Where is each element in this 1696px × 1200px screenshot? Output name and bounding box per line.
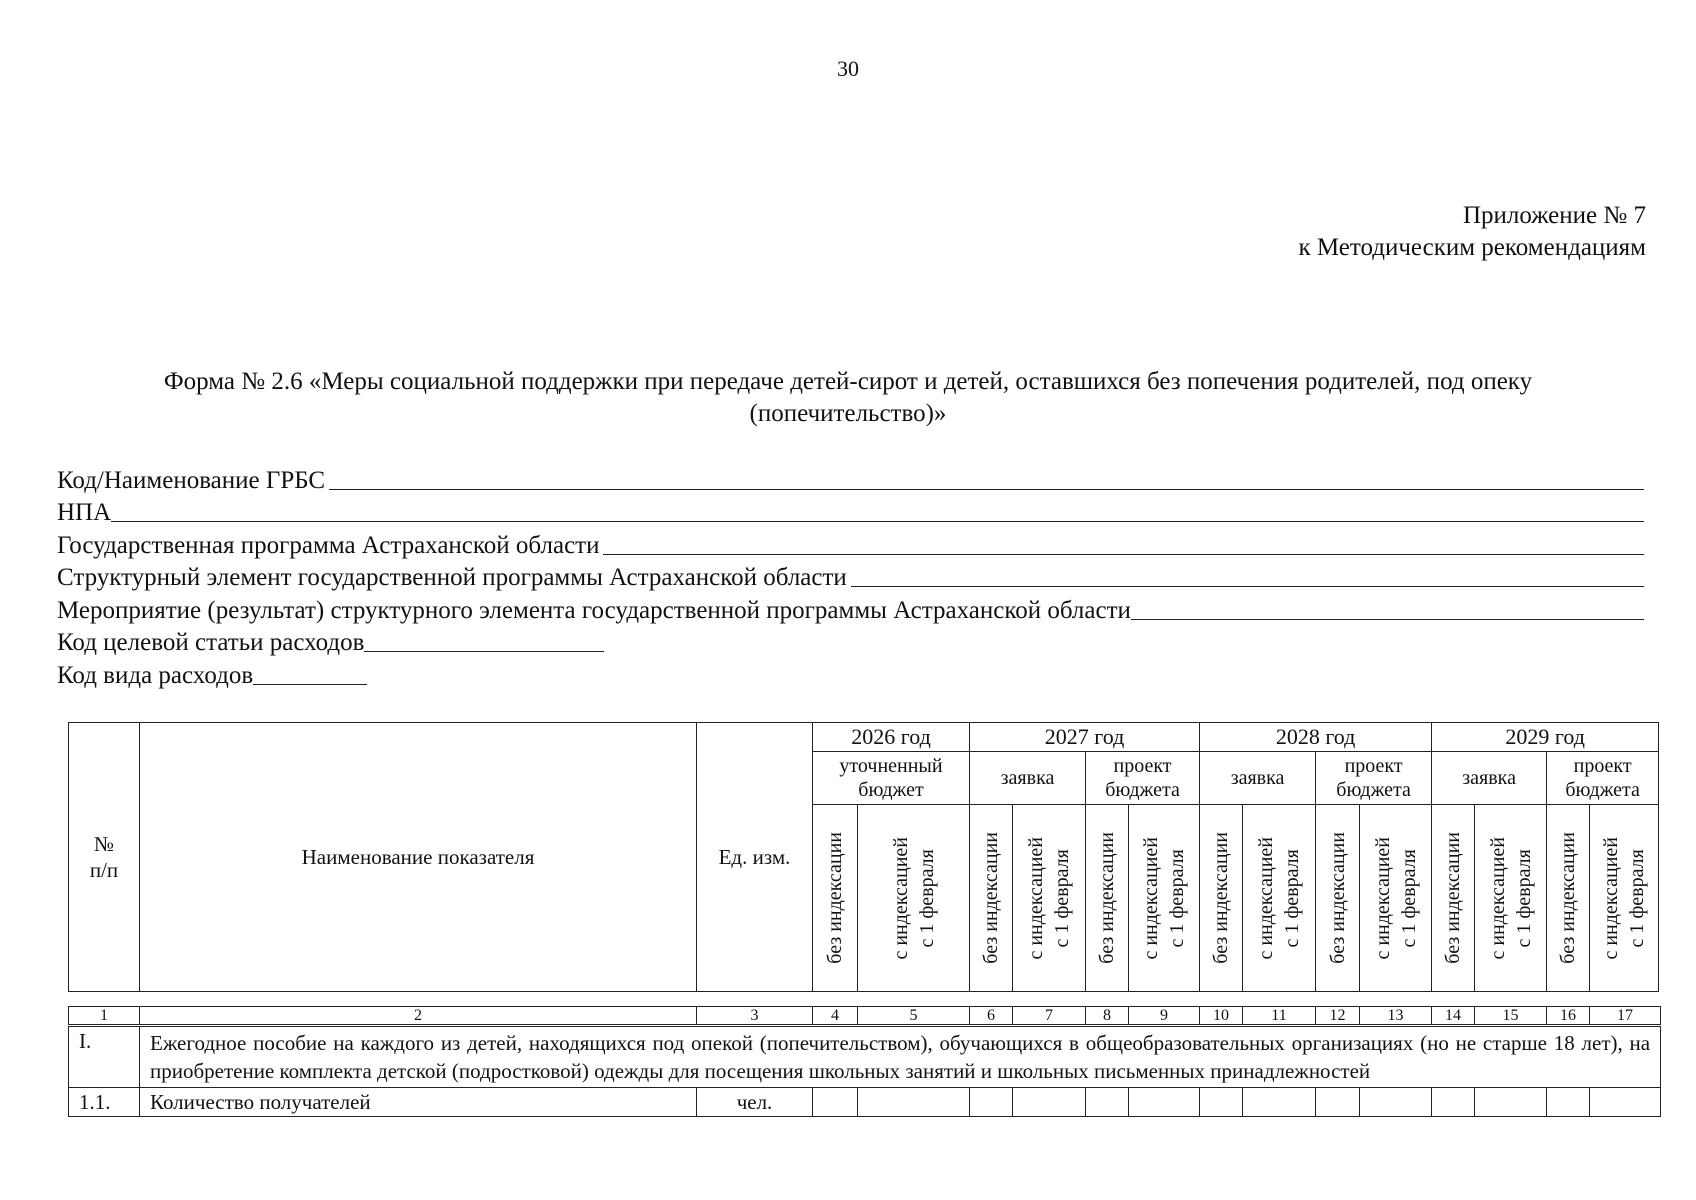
sub-header-request: заявка [1432,752,1547,805]
table-cell[interactable] [858,1088,970,1117]
appendix-line-1: Приложение № 7 [1462,202,1646,229]
col-header-unit: Ед. изм. [697,723,813,992]
row-number: 1.1. [69,1088,140,1117]
header-label: без индексации [1210,832,1233,964]
header-with-indexation [858,805,970,992]
table-cell[interactable] [1590,1088,1661,1117]
field-npa [57,495,1644,528]
column-number: 13 [1360,1007,1432,1025]
table-cell[interactable] [1547,1088,1590,1117]
column-number: 16 [1547,1007,1590,1025]
table-cell[interactable] [1475,1088,1547,1117]
appendix-note [1298,200,1646,264]
column-number: 12 [1316,1007,1360,1025]
header-label: без индексации [824,832,846,964]
header-label: с индексацией с 1 февраля [1486,836,1535,960]
field-label: НПА [57,499,112,526]
header-with-indexation [1129,805,1200,992]
header-without-indexation [1547,805,1590,992]
field-expense-type [57,657,1644,690]
field-label: Код целевой статьи расходов [57,629,365,656]
column-number: 11 [1243,1007,1316,1025]
field-blank[interactable] [111,499,1644,522]
field-blank[interactable] [329,467,1644,490]
column-number: 10 [1200,1007,1243,1025]
table-cell[interactable] [1432,1088,1475,1117]
header-without-indexation [1086,805,1129,992]
field-blank[interactable] [253,662,367,685]
header-label: без индексации [1442,832,1465,964]
form-title-line-2: (попечительство)» [749,400,947,427]
field-blank[interactable] [851,564,1644,587]
year-2028: 2028 год [1200,723,1432,752]
form-fields [57,462,1644,690]
header-label: без индексации [980,832,1003,964]
header-label: с индексацией с 1 февраля [1371,836,1420,960]
year-2029: 2029 год [1432,723,1659,752]
field-measure [57,592,1644,625]
field-label: Код/Наименование ГРБС [57,466,326,494]
sub-header-refined-budget: уточненный бюджет [813,752,970,805]
field-grbs [57,462,1644,495]
table-cell[interactable] [1316,1088,1360,1117]
header-with-indexation [1360,805,1432,992]
section-row [69,1027,1661,1088]
table-cell[interactable] [1013,1088,1086,1117]
table-cell[interactable] [1360,1088,1432,1117]
header-label: без индексации [1326,832,1349,964]
header-without-indexation [1432,805,1475,992]
field-label: Государственная программа Астраханской области [57,531,600,559]
column-number: 1 [69,1007,140,1025]
header-with-indexation [1013,805,1086,992]
sub-header-project: проект бюджета [1316,752,1432,805]
table-cell[interactable] [1086,1088,1129,1117]
table-cell[interactable] [1200,1088,1243,1117]
table-cell[interactable] [1243,1088,1316,1117]
field-target-article [57,625,1644,658]
header-without-indexation [1200,805,1243,992]
indicator-table-header [68,722,1659,992]
header-without-indexation [970,805,1013,992]
field-label: Мероприятие (результат) структурного элемента государственной программы Астраханской области [57,596,1131,624]
header-label: с индексацией с 1 февраля [1255,836,1304,960]
column-number: 9 [1129,1007,1200,1025]
form-title [60,366,1636,430]
header-with-indexation [1475,805,1547,992]
column-number: 4 [813,1007,858,1025]
column-number: 15 [1475,1007,1547,1025]
field-structural-element [57,560,1644,593]
field-program [57,527,1644,560]
column-number: 14 [1432,1007,1475,1025]
column-number: 5 [858,1007,970,1025]
header-label: с индексацией с 1 февраля [889,836,938,960]
section-number: I. [69,1027,140,1088]
section-title: Ежегодное пособие на каждого из детей, находящихся под опекой (попечительством), обучающихся в общеобразовательных организациях (но не старше 18 лет), на приобретение комплекта детской (подростковой) одежды для посещения школьных занятий и школьных письменных принадлежностей [140,1027,1661,1088]
year-2026: 2026 год [813,723,970,752]
header-label: без индексации [1096,832,1119,964]
column-number: 8 [1086,1007,1129,1025]
col-header-name: Наименование показателя [140,723,697,992]
row-name: Количество получателей [140,1088,697,1117]
appendix-line-2: к Методическим рекомендациям [1298,234,1646,261]
column-number: 7 [1013,1007,1086,1025]
col-header-number: № п/п [69,723,140,992]
column-number: 17 [1590,1007,1661,1025]
table-row [69,1088,1661,1117]
header-label: без индексации [1557,832,1580,964]
column-number: 6 [970,1007,1013,1025]
page-number: 30 [837,56,859,81]
year-2027: 2027 год [970,723,1200,752]
header-label: с индексацией с 1 февраля [1140,836,1189,960]
column-numbers-table [68,1006,1661,1025]
field-blank[interactable] [603,532,1644,555]
table-cell[interactable] [970,1088,1013,1117]
header-without-indexation [813,805,858,992]
header-with-indexation [1243,805,1316,992]
field-label: Код вида расходов [57,661,254,689]
header-without-indexation [1316,805,1360,992]
column-number: 3 [697,1007,813,1025]
row-unit: чел. [697,1088,813,1117]
table-cell[interactable] [813,1088,858,1117]
indicator-table-body [68,1026,1661,1117]
field-label: Структурный элемент государственной программы Астраханской области [57,564,847,591]
sub-header-request: заявка [970,752,1086,805]
field-blank[interactable] [364,629,604,652]
sub-header-project: проект бюджета [1547,752,1659,805]
header-with-indexation [1590,805,1659,992]
header-label: с индексацией с 1 февраля [1600,836,1649,960]
table-cell[interactable] [1129,1088,1200,1117]
sub-header-project: проект бюджета [1086,752,1200,805]
field-blank[interactable] [1131,597,1644,620]
sub-header-request: заявка [1200,752,1316,805]
form-title-line-1: Форма № 2.6 «Меры социальной поддержки при передаче детей-сирот и детей, оставшихся без попечения родителей, под опеку [163,368,1533,395]
header-label: с индексацией с 1 февраля [1025,836,1074,960]
column-number: 2 [140,1007,697,1025]
